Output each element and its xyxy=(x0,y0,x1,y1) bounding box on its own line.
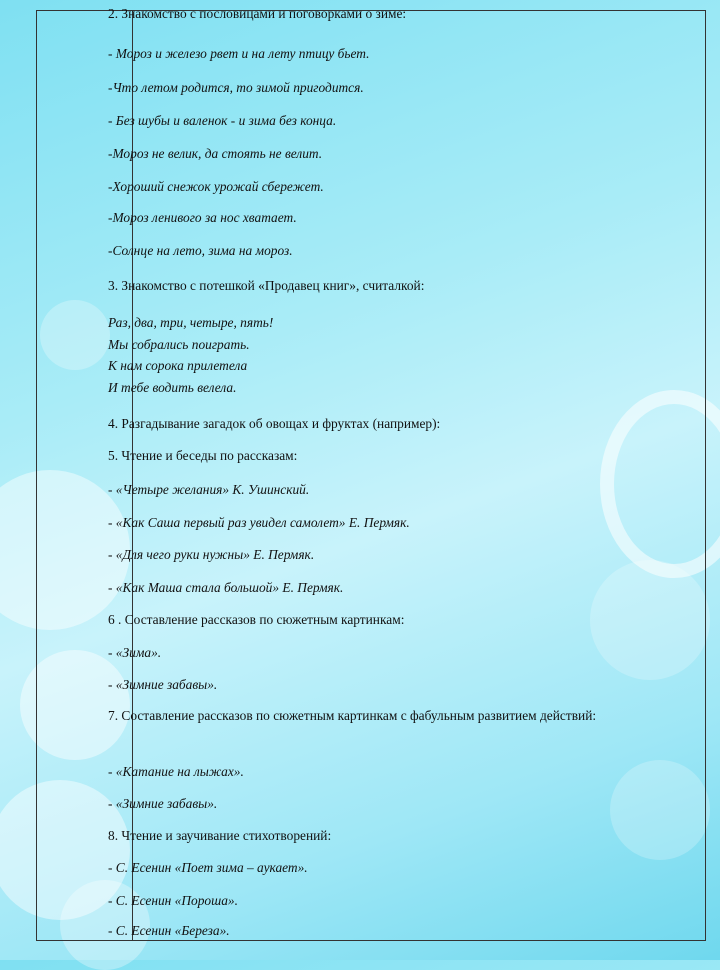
proverb-1: - Мороз и железо рвет и на лету птицу бьет. xyxy=(108,46,370,61)
poem-2: - С. Есенин «Пороша». xyxy=(108,893,238,908)
proverb-5: -Хороший снежок урожай сбережет. xyxy=(108,179,324,194)
poem-3: - С. Есенин «Береза». xyxy=(108,923,230,938)
proverb-3: - Без шубы и валенок - и зима без конца. xyxy=(108,113,337,128)
section-5-heading: 5. Чтение и беседы по рассказам: xyxy=(108,448,298,463)
section-4-heading: 4. Разгадывание загадок об овощах и фруктах (например): xyxy=(108,416,441,431)
verse-line-2: Мы собрались поиграть. xyxy=(108,337,250,352)
section-6-heading: 6 . Составление рассказов по сюжетным картинкам: xyxy=(108,612,405,627)
picture-2: - «Зимние забавы». xyxy=(108,677,218,692)
story-3: - «Для чего руки нужны» Е. Пермяк. xyxy=(108,547,315,562)
story-1: - «Четыре желания» К. Ушинский. xyxy=(108,482,310,497)
section-8-heading: 8. Чтение и заучивание стихотворений: xyxy=(108,828,332,843)
proverb-2: -Что летом родится, то зимой пригодится. xyxy=(108,80,364,95)
poem-1: - С. Есенин «Поет зима – аукает». xyxy=(108,860,308,875)
picture-1: - «Зима». xyxy=(108,645,162,660)
verse-line-1: Раз, два, три, четыре, пять! xyxy=(108,315,274,330)
section-3-heading: 3. Знакомство с потешкой «Продавец книг», считалкой: xyxy=(108,278,425,293)
proverb-7: -Солнце на лето, зима на мороз. xyxy=(108,243,293,258)
section-7-heading: 7. Составление рассказов по сюжетным картинкам с фабульным развитием действий: xyxy=(108,708,597,723)
plot-picture-1: - «Катание на лыжах». xyxy=(108,764,244,779)
proverb-6: -Мороз ленивого за нос хватает. xyxy=(108,210,297,225)
plot-picture-2: - «Зимние забавы». xyxy=(108,796,218,811)
story-4: - «Как Маша стала большой» Е. Пермяк. xyxy=(108,580,344,595)
verse-line-4: И тебе водить велела. xyxy=(108,380,237,395)
verse-line-3: К нам сорока прилетела xyxy=(108,358,248,373)
section-2-heading: 2. Знакомство с пословицами и поговорками о зиме: xyxy=(108,6,407,21)
story-2: - «Как Саша первый раз увидел самолет» Е. Пермяк. xyxy=(108,515,410,530)
proverb-4: -Мороз не велик, да стоять не велит. xyxy=(108,146,323,161)
